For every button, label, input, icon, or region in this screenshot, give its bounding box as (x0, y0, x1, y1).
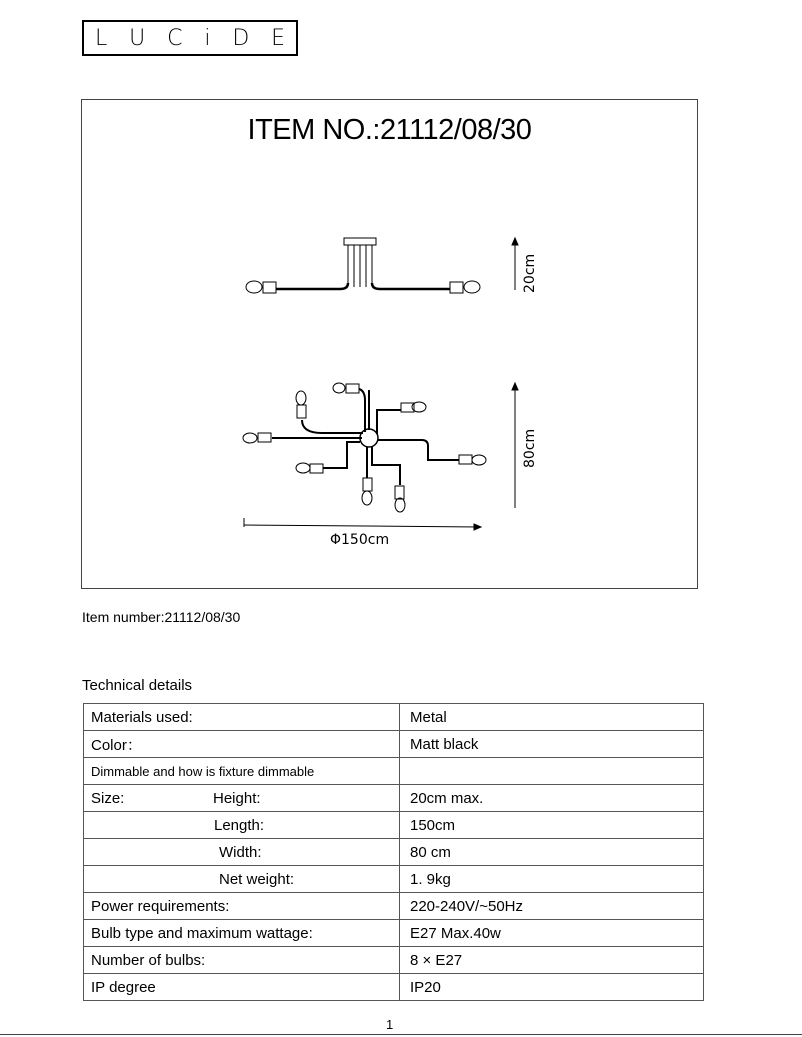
size-label: Size: (91, 789, 125, 807)
weight-cell (84, 866, 400, 893)
materials-label: Materials used: (84, 704, 400, 731)
dimmable-value (400, 758, 704, 785)
length-label: Length: (214, 816, 265, 834)
ip-label: IP degree (84, 974, 400, 1001)
side-view (246, 238, 480, 293)
bulbs-count-label: Number of bulbs: (84, 947, 400, 974)
color-value: Matt black (400, 731, 704, 758)
power-value: 220-240V/~50Hz (400, 893, 704, 920)
table-row (84, 947, 704, 974)
power-label: Power requirements: (84, 893, 400, 920)
diameter-dimension (244, 518, 481, 530)
technical-drawing-frame (81, 99, 698, 589)
bulb-right (464, 281, 480, 293)
width-cell (84, 839, 400, 866)
item-title: ITEM NO.:21112/08/30 (247, 114, 532, 146)
width-dimension-label: 80cm (522, 428, 538, 468)
bulbs-count-value: 8 × E27 (400, 947, 704, 974)
weight-label: Net weight: (219, 870, 295, 888)
size-cell (84, 785, 400, 812)
diameter-dimension-label: Φ150cm (330, 532, 390, 548)
table-row (84, 974, 704, 1001)
length-cell (84, 812, 400, 839)
height-dimension-label: 20cm (522, 253, 538, 293)
height-value: 20cm max. (400, 785, 704, 812)
bulb-left (246, 281, 262, 293)
footer-divider (0, 1034, 802, 1035)
ip-value: IP20 (400, 974, 704, 1001)
materials-value: Metal (400, 704, 704, 731)
table-row (84, 893, 704, 920)
dimmable-label: Dimmable and how is fixture dimmable (84, 758, 400, 785)
length-value: 150cm (400, 812, 704, 839)
page-number: 1 (386, 1017, 394, 1032)
technical-details-heading: Technical details (82, 677, 193, 694)
height-label: Height: (213, 789, 261, 807)
top-view (243, 383, 486, 512)
table-row (84, 839, 704, 866)
table-row (84, 758, 704, 785)
table-row (84, 866, 704, 893)
socket-right (450, 282, 463, 293)
brand-logo-letter: i (204, 25, 211, 51)
brand-logo (82, 20, 298, 56)
brand-logo-letter: D (232, 25, 250, 51)
height-dimension (512, 238, 518, 290)
brand-logo-letter: L (94, 25, 108, 51)
bulb-label: Bulb type and maximum wattage: (84, 920, 400, 947)
table-row (84, 704, 704, 731)
brand-logo-letters (84, 22, 296, 54)
table-row (84, 920, 704, 947)
width-value: 80 cm (400, 839, 704, 866)
brand-logo-letter: U (129, 25, 146, 51)
color-label: Color： (84, 731, 400, 758)
item-number: Item number:21112/08/30 (82, 609, 241, 625)
fixture-drawing (82, 100, 699, 590)
bulb-value: E27 Max.40w (400, 920, 704, 947)
socket-left (263, 282, 276, 293)
brand-logo-letter: E (271, 25, 286, 51)
brand-logo-letter: C (167, 25, 183, 51)
width-label: Width: (219, 843, 262, 861)
canopy (344, 238, 376, 245)
table-row (84, 731, 704, 758)
weight-value: 1. 9kg (400, 866, 704, 893)
table-row (84, 812, 704, 839)
table-row (84, 785, 704, 812)
specs-table (83, 703, 704, 1001)
width-dimension (512, 383, 518, 508)
